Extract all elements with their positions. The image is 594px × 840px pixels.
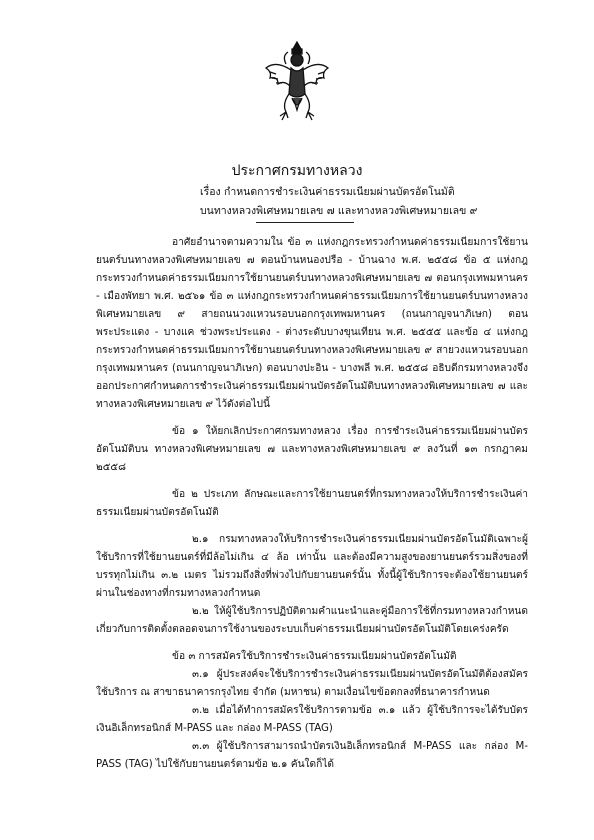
subject-line: เรื่อง กำหนดการชำระเงินค่าธรรมเนียมผ่านบัตรอัตโนมัติ <box>200 186 455 198</box>
clause-3-3: ๓.๓ ผู้ใช้บริการสามารถนำบัตรเงินอิเล็กทรอนิกส์ M-PASS และ กล่อง M-PASS (TAG) ไปใช้กับยานยนตร์ตามข้อ ๒.๑ คันใดก็ได้ <box>96 741 528 770</box>
divider <box>256 222 354 223</box>
subject-line: บนทางหลวงพิเศษหมายเลข ๗ และทางหลวงพิเศษหมายเลข ๙ <box>200 205 478 217</box>
document-body <box>96 234 528 774</box>
clause-2-1: ๒.๑ กรมทางหลวงให้บริการชำระเงินค่าธรรมเนียมผ่านบัตรอัตโนมัติเฉพาะผู้ใช้บริการที่ใช้ยานยนตร์ที่มีล้อไม่เกิน ๔ ล้อ เท่านั้น และต้องมีความสูงของยานยนตร์รวมสิ่งของที่บรรทุกไม่เกิน ๓.๒ เมตร ไม่รวมถึงสิ่งที่พ่วงไปกับยานยนตร์นั้น ทั้งนี้ผู้ใช้บริการจะต้องใช้ยานยนตร์ผ่านในช่องทางที่กรมทางหลวงกำหนด <box>96 534 528 599</box>
clause-2-2: ๒.๒ ให้ผู้ใช้บริการปฏิบัติตามคำแนะนำและคู่มือการใช้ที่กรมทางหลวงกำหนดเกี่ยวกับการติดตั้งตลอดจนการใช้งานของระบบเก็บค่าธรรมเนียมผ่านบัตรอัตโนมัติโดยเคร่งครัด <box>96 606 528 635</box>
garuda-emblem-icon <box>262 38 332 128</box>
clause-2: ข้อ ๒ ประเภท ลักษณะและการใช้ยานยนตร์ที่กรมทางหลวงให้บริการชำระเงินค่าธรรมเนียมผ่านบัตรอัตโนมัติ <box>96 489 528 518</box>
clause-3-2: ๓.๒ เมื่อได้ทำการสมัครใช้บริการตามข้อ ๓.๑ แล้ว ผู้ใช้บริการจะได้รับบัตรเงินอิเล็กทรอนิกส์ M-PASS และ กล่อง M-PASS (TAG) <box>96 705 528 734</box>
clause-3-1: ๓.๑ ผู้ประสงค์จะใช้บริการชำระเงินค่าธรรมเนียมผ่านบัตรอัตโนมัติต้องสมัครใช้บริการ ณ สาขาธนาคารกรุงไทย จำกัด (มหาชน) ตามเงื่อนไขข้อตกลงที่ธนาคารกำหนด <box>96 669 528 698</box>
clause-3: ข้อ ๓ การสมัครใช้บริการชำระเงินค่าธรรมเนียมผ่านบัตรอัตโนมัติ <box>172 651 457 662</box>
subject <box>200 183 560 221</box>
page-title: ประกาศกรมทางหลวง <box>231 163 363 179</box>
clause-1: ข้อ ๑ ให้ยกเลิกประกาศกรมทางหลวง เรื่อง การชำระเงินค่าธรรมเนียมผ่านบัตรอัตโนมัติบน ทางหลวงพิเศษหมายเลข ๗ และทางหลวงพิเศษหมายเลข ๙ ลงวันที่ ๑๓ กรกฎาคม ๒๕๕๘ <box>96 426 528 473</box>
preamble-paragraph: อาศัยอำนาจตามความใน ข้อ ๓ แห่งกฎกระทรวงกำหนดค่าธรรมเนียมการใช้ยานยนตร์บนทางหลวงพิเศษหมายเลข ๗ ตอนบ้านหนองปรือ - บ้านฉาง พ.ศ. ๒๕๕๘ ข้อ ๕ แห่งกฎกระทรวงกำหนดค่าธรรมเนียมการใช้ยานยนตร์บนทางหลวงพิเศษหมายเลข ๗ ตอนกรุงเทพมหานคร - เมืองพัทยา พ.ศ. ๒๕๖๑ ข้อ ๓ แห่งกฎกระทรวงกำหนดค่าธรรมเนียมการใช้ยานยนตร์บนทางหลวงพิเศษหมายเลข ๙ สายถนนวงแหวนรอบนอกกรุงเทพมหานคร (ถนนกาญจนาภิเษก) ตอนพระประแดง - บางแค ช่วงพระประแดง - ต่างระดับบางขุนเทียน พ.ศ. ๒๕๕๕ และข้อ ๔ แห่งกฎกระทรวงกำหนดค่าธรรมเนียมการใช้ยานยนตร์บนทางหลวงพิเศษหมายเลข ๙ สายวงแหวนรอบนอกกรุงเทพมหานคร (ถนนกาญจนาภิเษก) ตอนบางปะอิน - บางพลี พ.ศ. ๒๕๕๘ อธิบดีกรมทางหลวงจึงออกประกาศกำหนดการชำระเงินค่าธรรมเนียมผ่านบัตรอัตโนมัติบนทางหลวงพิเศษหมายเลข ๗ และทางหลวงพิเศษหมายเลข ๙ ไว้ดังต่อไปนี้ <box>96 237 528 410</box>
